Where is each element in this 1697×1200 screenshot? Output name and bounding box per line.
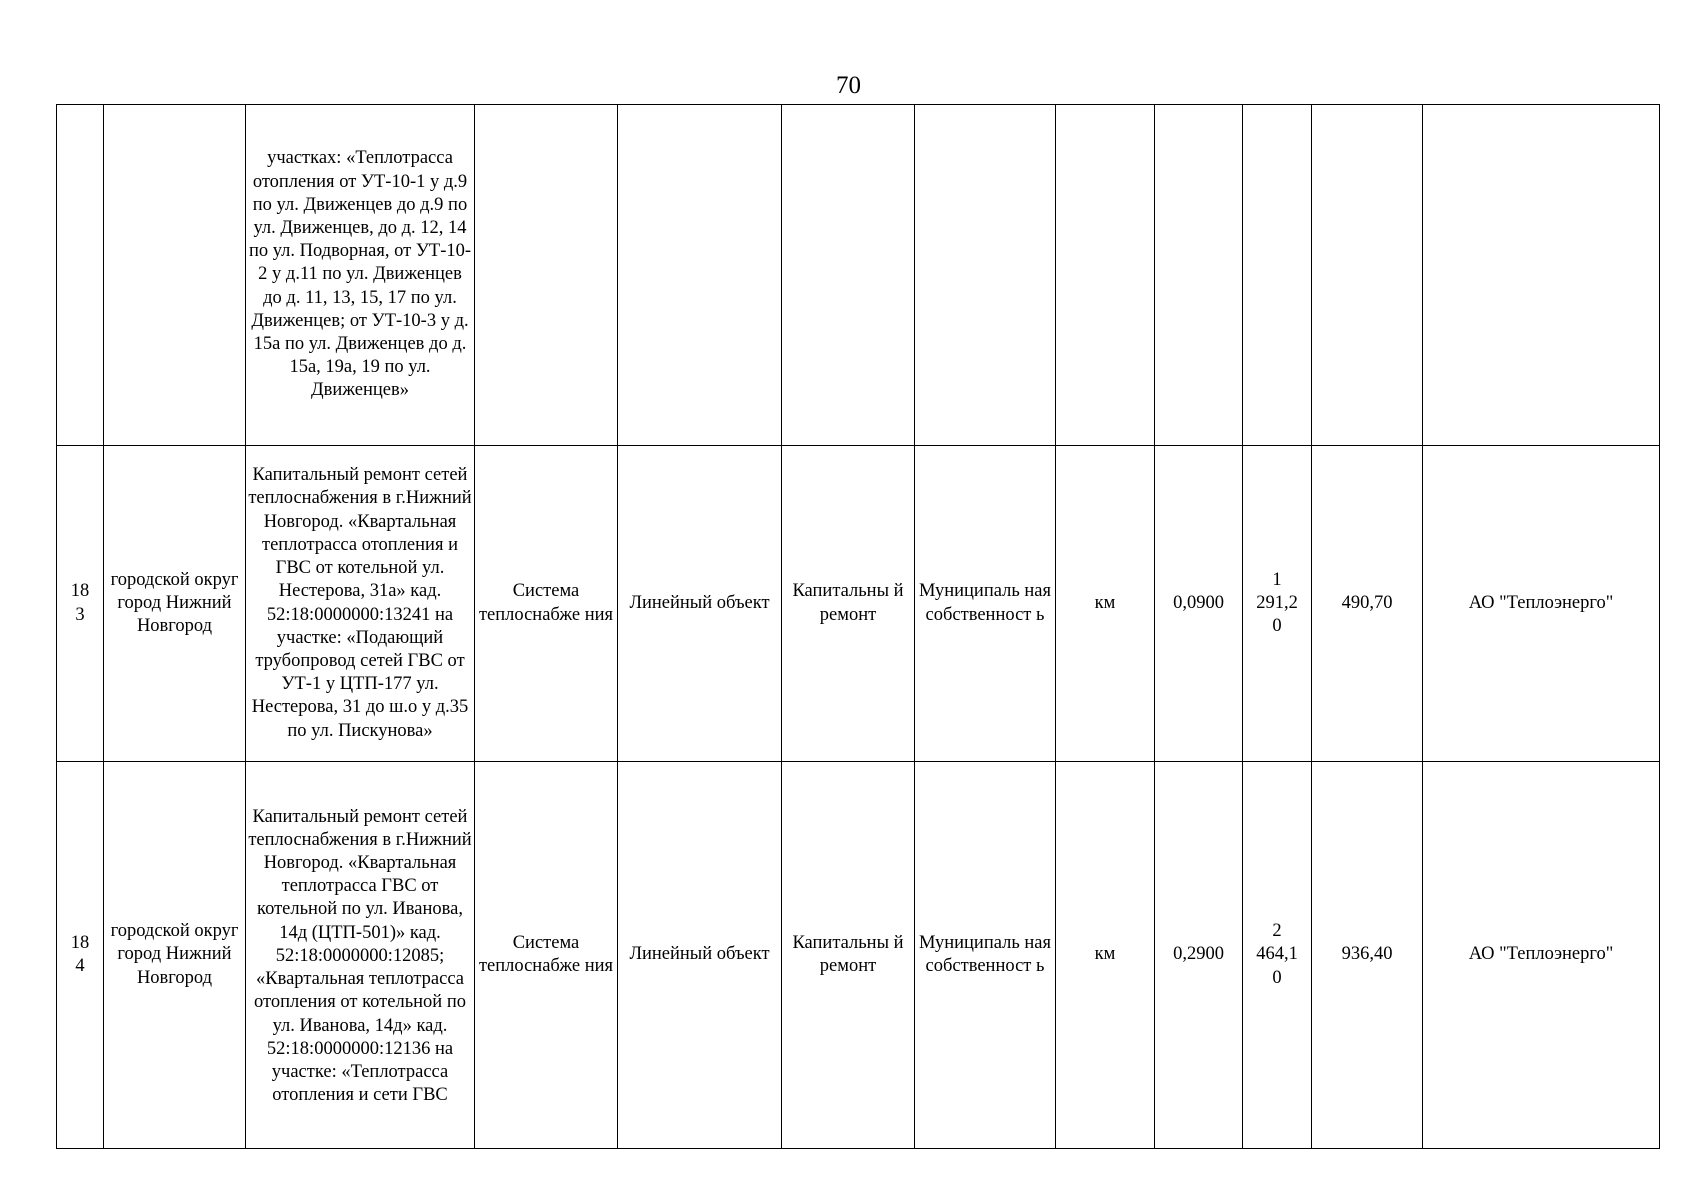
- row-number-cell: 18 3: [57, 446, 104, 762]
- unit-cell: [1056, 105, 1155, 446]
- table-row: [57, 762, 1660, 1149]
- system-cell: Система теплоснабже ния: [475, 446, 618, 762]
- length-cell: 0,2900: [1155, 762, 1243, 1149]
- cost-cell-1: 1 291,2 0: [1243, 446, 1312, 762]
- description-cell: Капитальный ремонт сетей теплоснабжения в г.Нижний Новгород. «Квартальная теплотрасса отопления и ГВС от котельной ул. Нестерова, 31а» кад. 52:18:0000000:13241 на участке: «Подающий трубопровод сетей ГВС от УТ-1 у ЦТП-177 ул. Нестерова, 31 до ш.о у д.35 по ул. Пискунова»: [246, 446, 475, 762]
- ownership-cell: [915, 105, 1056, 446]
- row-number-cell: [57, 105, 104, 446]
- length-cell: 0,0900: [1155, 446, 1243, 762]
- cost-cell-1: 2 464,1 0: [1243, 762, 1312, 1149]
- description-text: Капитальный ремонт сетей теплоснабжения в г.Нижний Новгород. «Квартальная теплотрасса ГВС от котельной по ул. Иванова, 14д (ЦТП-501)» кад. 52:18:0000000:12085; «Квартальная теплотрасса отопления от котельной по ул. Иванова, 14д» кад. 52:18:0000000:12136 на участке: «Теплотрасса отопления и сети ГВС: [248, 806, 472, 1106]
- description-cell: участках: «Теплотрасса отопления от УТ-10-1 у д.9 по ул. Движенцев до д.9 по ул. Движенцев, до д. 12, 14 по ул. Подворная, от УТ-10-2 у д.11 по ул. Движенцев до д. 11, 13, 15, 17 по ул. Движенцев; от УТ-10-3 у д. 15а по ул. Движенцев до д. 15а, 19а, 19 по ул. Движенцев»: [246, 105, 475, 446]
- length-cell: [1155, 105, 1243, 446]
- object-type-cell: Линейный объект: [618, 446, 782, 762]
- table-row: [57, 446, 1660, 762]
- work-type-cell: Капитальны й ремонт: [782, 762, 915, 1149]
- cost-cell-1: [1243, 105, 1312, 446]
- municipality-cell: городской округ город Нижний Новгород: [104, 762, 246, 1149]
- object-type-cell: Линейный объект: [618, 762, 782, 1149]
- description-cell: [246, 762, 475, 1149]
- ownership-cell: Муниципаль ная собственност ь: [915, 446, 1056, 762]
- work-type-cell: Капитальны й ремонт: [782, 446, 915, 762]
- cost-cell-2: 490,70: [1312, 446, 1423, 762]
- organization-cell: АО "Теплоэнерго": [1423, 446, 1660, 762]
- system-cell: [475, 105, 618, 446]
- municipality-cell: [104, 105, 246, 446]
- row-number-cell: 18 4: [57, 762, 104, 1149]
- table-row: [57, 105, 1660, 446]
- cost-cell-2: 936,40: [1312, 762, 1423, 1149]
- organization-cell: [1423, 105, 1660, 446]
- municipality-cell: городской округ город Нижний Новгород: [104, 446, 246, 762]
- page-number: 70: [836, 72, 861, 99]
- work-type-cell: [782, 105, 915, 446]
- unit-cell: км: [1056, 446, 1155, 762]
- ownership-cell: Муниципаль ная собственност ь: [915, 762, 1056, 1149]
- organization-cell: АО "Теплоэнерго": [1423, 762, 1660, 1149]
- system-cell: Система теплоснабже ния: [475, 762, 618, 1149]
- object-type-cell: [618, 105, 782, 446]
- projects-table: [56, 104, 1660, 1149]
- unit-cell: км: [1056, 762, 1155, 1149]
- cost-cell-2: [1312, 105, 1423, 446]
